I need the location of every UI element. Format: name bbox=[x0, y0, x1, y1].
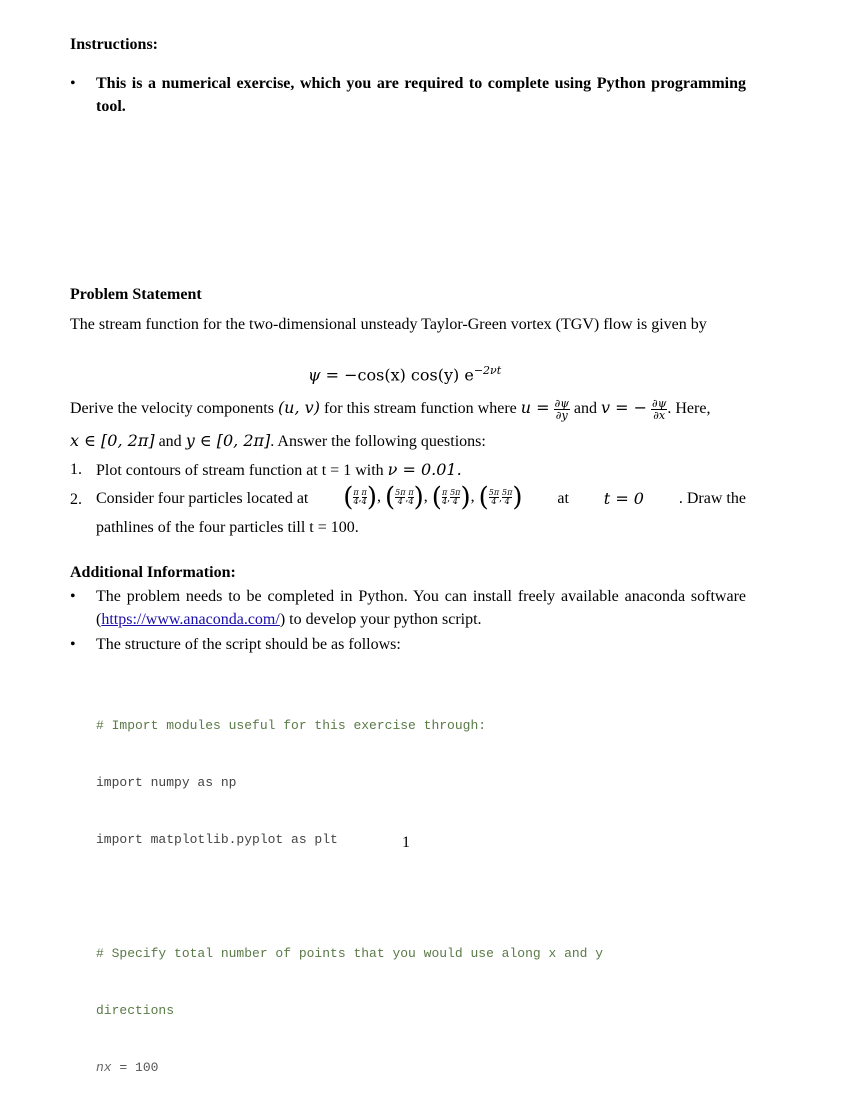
problem-heading: Problem Statement bbox=[70, 286, 202, 303]
dpsi-dx-fraction: $\frac{\partial\psi}{\partial x}$ bbox=[652, 396, 667, 422]
code-line: nx = 100 bbox=[96, 1060, 159, 1075]
dpsi-dy-fraction: $\frac{\partial\psi}{\partial y}$ bbox=[554, 396, 569, 422]
bullet-icon: • bbox=[70, 588, 76, 605]
instruction-bullet-text: This is a numerical exercise, which you are required to complete using Python programming tool. bbox=[96, 75, 746, 115]
additional-heading: Additional Information: bbox=[70, 564, 236, 581]
particle-coordinates: ( $\frac{\pi}{4}$ , $\frac{\pi}{4}$ ), ( $\frac{5\pi}{4}$ , $\frac{\pi}{4}$ ), ( $\frac{\pi}{4}$ , $\frac{5\pi}{4}$ ), ( $\frac{5\pi}{4}$ , $\frac{5\pi}{4}$ ) bbox=[343, 482, 523, 513]
code-comment: # Specify total number of points that you would use along x and y bbox=[96, 946, 604, 961]
q1-text: Plot contours of stream function at t = 1 with ν = 0.01. bbox=[96, 460, 462, 479]
additional-bullet2: The structure of the script should be as follows: bbox=[96, 636, 401, 653]
bullet-icon: • bbox=[70, 636, 76, 653]
q1-number: 1. bbox=[70, 461, 82, 478]
page-number: 1 bbox=[402, 834, 410, 851]
anaconda-link[interactable]: https://www.anaconda.com/ bbox=[101, 611, 280, 628]
problem-intro: The stream function for the two-dimensional unsteady Taylor-Green vortex (TGV) flow is given by bbox=[70, 316, 707, 333]
stream-function-equation: ψ = −cos(x) cos(y) $e^{-2\nu t}$ bbox=[308, 364, 502, 385]
code-line: import numpy as np bbox=[96, 775, 237, 790]
q2-line2: pathlines of the four particles till t = 100. bbox=[96, 519, 359, 536]
instructions-heading: Instructions: bbox=[70, 36, 159, 53]
code-block bbox=[96, 678, 603, 1096]
code-comment: directions bbox=[96, 1003, 175, 1018]
domain-line: x ∈ [0, 2π] and y ∈ [0, 2π]. Answer the following questions: bbox=[70, 431, 486, 450]
additional-bullet1: The problem needs to be completed in Python. You can install freely available anaconda software (https://www.anaconda.com/) to develop your python script. bbox=[96, 588, 746, 628]
code-comment: # Import modules useful for this exercise through: bbox=[96, 718, 487, 733]
code-line: import matplotlib.pyplot as plt bbox=[96, 832, 338, 847]
bullet-icon: • bbox=[70, 75, 76, 92]
q2-line1: Consider four particles located at ( $\frac{\pi}{4}$ , $\frac{\pi}{4}$ ), ( $\frac{5\pi}{4}$ , $\frac{\pi}{4}$ ), ( $\frac{\pi}{4}$ , $\frac{5\pi}{4}$ ), ( $\frac{5\pi}{4}$ , $\frac{5\pi}{4}$ ) at t = 0 . Draw the bbox=[96, 482, 746, 513]
derive-line: Derive the velocity components (u, v) for this stream function where u = $\frac{\partial\psi}{\partial y}$ and v = − $\frac{\partial\psi}{\partial x}$ . Here, bbox=[70, 396, 711, 422]
q2-number: 2. bbox=[70, 491, 82, 508]
